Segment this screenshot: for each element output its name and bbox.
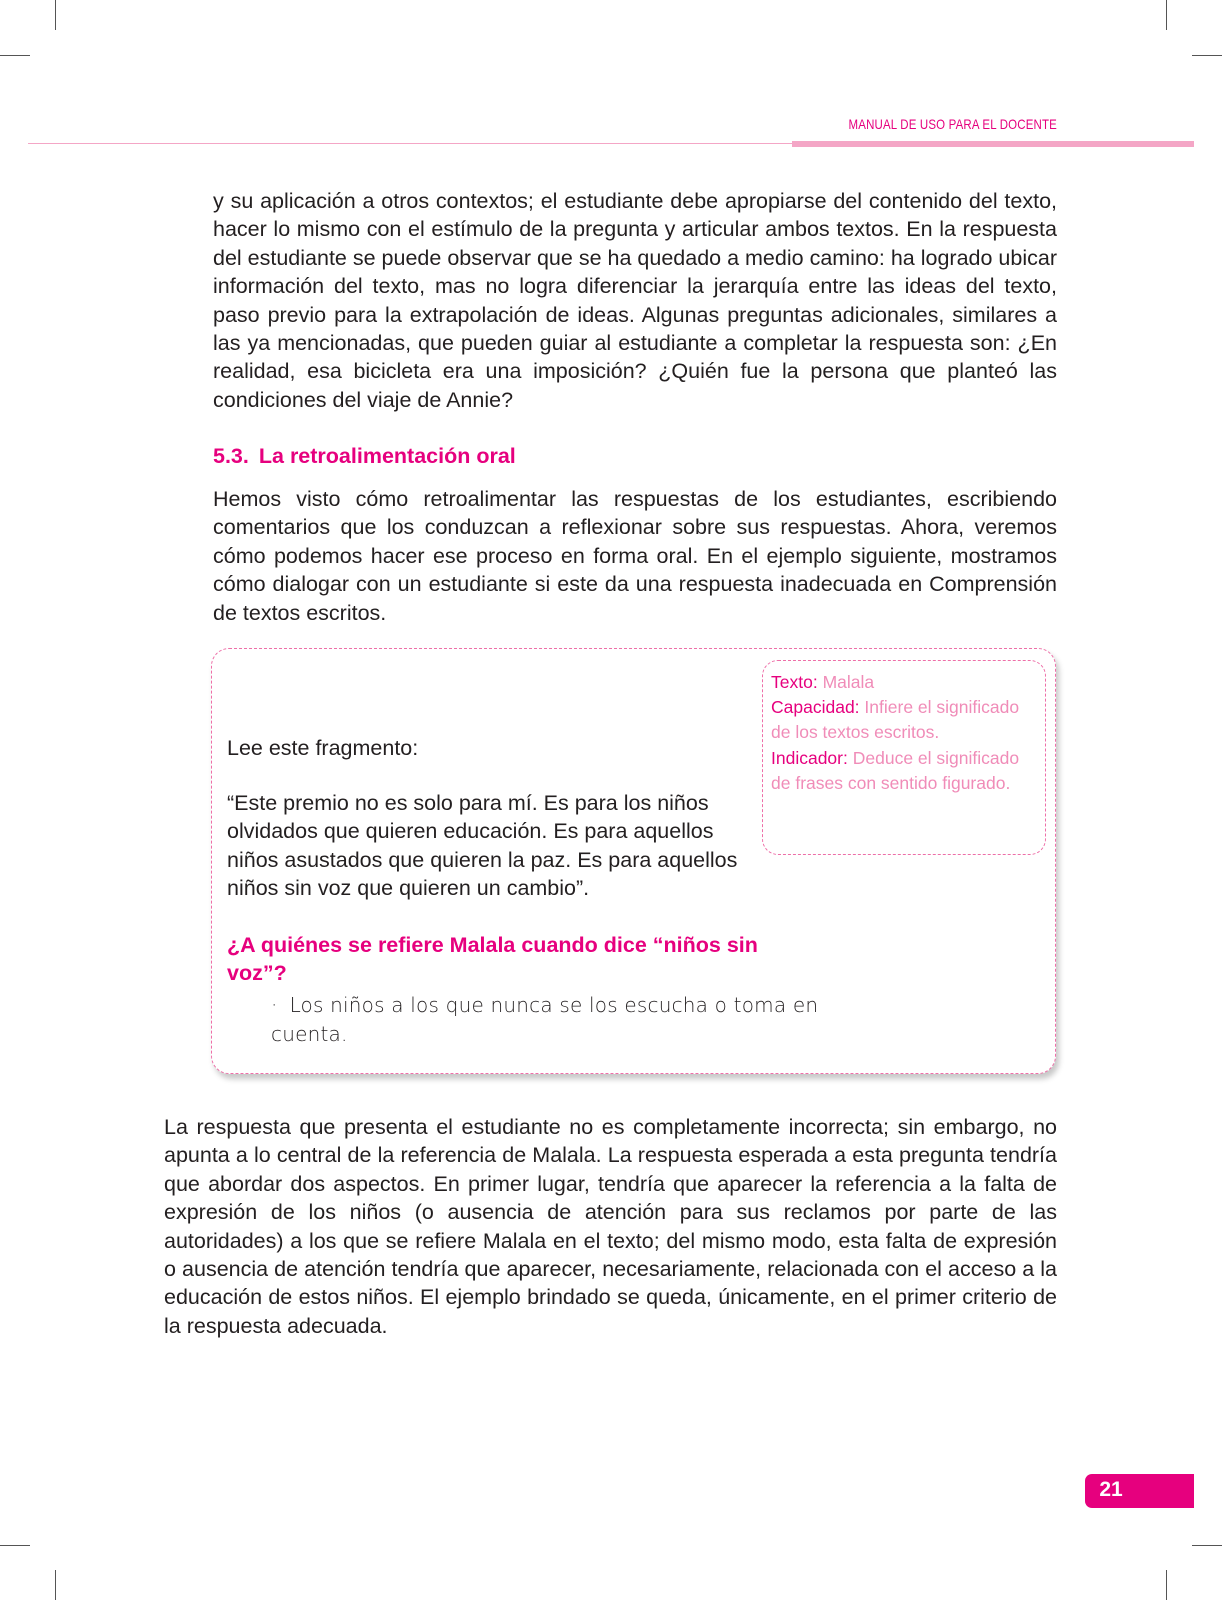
crop-mark <box>55 1570 56 1600</box>
question-text: ¿A quiénes se refiere Malala cuando dice “niños sin voz”? <box>227 933 758 986</box>
info-capacidad-label: Capacidad: <box>771 697 860 718</box>
info-capacidad-value: Infiere el significado de los textos escritos. <box>771 697 1020 743</box>
crop-mark <box>1192 1545 1222 1546</box>
info-texto <box>771 670 1037 695</box>
closing-paragraph: La respuesta que presenta el estudiante no es completamente incorrecta; sin embargo, no apunta a lo central de la referencia de Malala. La respuesta esperada a esta pregunta tendría que abordar dos aspectos. En primer lugar, tendría que aparecer la referencia a la falta de expresión de los niños (o ausencia de atención para sus reclamos por parte de las autoridades) a los que se refiere Malala en el texto; del mismo modo, esta falta de expresión o ausencia de atención tendría que aparecer, necesariamente, relacionada con el acceso a la educación de estos niños. El ejemplo brindado se queda, únicamente, en el primer criterio de la respuesta adecuada. <box>164 1115 1057 1338</box>
student-answer <box>271 991 831 1048</box>
section-number: 5.3. <box>213 444 249 468</box>
crop-mark <box>1192 55 1222 56</box>
student-answer-text: Los niños a los que nunca se los escucha o toma en cuenta. <box>271 993 819 1046</box>
section-heading <box>213 444 516 469</box>
crop-mark <box>55 0 56 30</box>
activity-instruction: Lee este fragmento: <box>227 736 419 760</box>
section-body-paragraph: Hemos visto cómo retroalimentar las respuestas de los estudiantes, escribiendo comentarios que los conduzcan a reflexionar sobre sus respuestas. Ahora, veremos cómo podemos hacer ese proceso en forma oral. En el ejemplo siguiente, mostramos cómo dialogar con un estudiante si este da una respuesta inadecuada en Comprensión de textos escritos. <box>213 487 1057 625</box>
bullet-icon: · <box>271 993 278 1017</box>
info-box <box>762 660 1046 855</box>
info-capacidad <box>771 695 1037 745</box>
crop-mark <box>1166 0 1167 30</box>
crop-mark <box>0 1545 30 1546</box>
running-header: MANUAL DE USO PARA EL DOCENTE <box>848 116 1057 132</box>
info-indicador <box>771 746 1037 796</box>
info-texto-value: Malala <box>822 672 875 692</box>
section-title: La retroalimentación oral <box>258 444 516 468</box>
info-indicador-label: Indicador: <box>771 747 848 768</box>
info-indicador-value: Deduce el significado de frases con sentido figurado. <box>771 747 1020 793</box>
info-texto-label: Texto: <box>771 672 818 692</box>
crop-mark <box>0 55 30 56</box>
quote-fragment: “Este premio no es solo para mí. Es para los niños olvidados que quieren educación. Es para aquellos niños asustados que quieren la paz. Es para aquellos niños sin voz que quieren un cambio”. <box>227 791 738 901</box>
page-number: 21 <box>1099 1478 1123 1501</box>
header-rule-accent <box>792 141 1194 147</box>
intro-paragraph: y su aplicación a otros contextos; el estudiante debe apropiarse del contenido del texto, hacer lo mismo con el estímulo de la pregunta y articular ambos textos. En la respuesta del estudiante se puede observar que se ha quedado a medio camino: ha logrado ubicar información del texto, mas no logra diferenciar la jerarquía entre las ideas del texto, paso previo para la extrapolación de ideas. Algunas preguntas adicionales, similares a las ya mencionadas, que pueden guiar al estudiante a completar la respuesta son: ¿En realidad, esa bicicleta era una imposición? ¿Quién fue la persona que planteó las condiciones del viaje de Annie? <box>213 189 1057 412</box>
crop-mark <box>1166 1570 1167 1600</box>
